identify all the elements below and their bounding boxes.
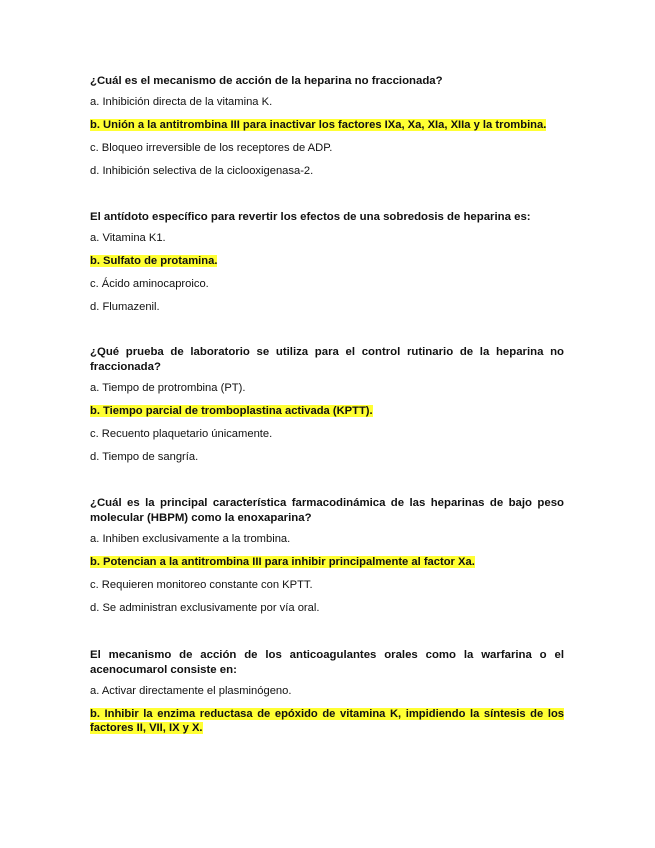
spacer — [90, 188, 564, 210]
highlighted-answer: b. Tiempo parcial de tromboplastina activada (KPTT). — [90, 405, 373, 417]
spacer — [90, 324, 564, 345]
option-b-correct — [90, 404, 564, 418]
question-1 — [90, 74, 564, 178]
option-label: a. Vitamina K1. — [90, 232, 166, 244]
option-c — [90, 277, 564, 291]
option-label: a. Activar directamente el plasminógeno. — [90, 685, 292, 697]
option-label: c. Bloqueo irreversible de los receptores de ADP. — [90, 142, 333, 154]
question-3 — [90, 345, 564, 464]
question-2 — [90, 210, 564, 314]
option-a — [90, 532, 564, 546]
question-5 — [90, 648, 564, 735]
option-label: d. Inhibición selectiva de la ciclooxigenasa-2. — [90, 165, 314, 177]
option-c — [90, 578, 564, 592]
option-a — [90, 95, 564, 109]
option-label: c. Requieren monitoreo constante con KPTT. — [90, 579, 313, 591]
highlighted-answer: b. Unión a la antitrombina III para inactivar los factores IXa, Xa, XIa, XIIa y la trombina. — [90, 119, 547, 131]
highlighted-answer: b. Inhibir la enzima reductasa de epóxido de vitamina K, impidiendo la síntesis de los factores II, VII, IX y X. — [90, 708, 564, 734]
document-page — [90, 74, 564, 745]
option-b-correct — [90, 707, 564, 735]
option-a — [90, 684, 564, 698]
spacer — [90, 625, 564, 648]
option-d — [90, 300, 564, 314]
option-label: d. Se administran exclusivamente por vía oral. — [90, 602, 320, 614]
option-b-correct — [90, 118, 564, 132]
option-label: a. Inhibición directa de la vitamina K. — [90, 96, 273, 108]
option-b-correct — [90, 254, 564, 268]
option-a — [90, 231, 564, 245]
option-label: d. Flumazenil. — [90, 301, 160, 313]
option-c — [90, 427, 564, 441]
option-label: a. Inhiben exclusivamente a la trombina. — [90, 533, 291, 545]
option-a — [90, 381, 564, 395]
highlighted-answer: b. Sulfato de protamina. — [90, 255, 218, 267]
question-4 — [90, 496, 564, 615]
question-text: ¿Cuál es la principal característica farmacodinámica de las heparinas de bajo peso molecular (HBPM) como la enoxaparina? — [90, 497, 564, 524]
question-text: ¿Cuál es el mecanismo de acción de la heparina no fraccionada? — [90, 75, 443, 87]
option-c — [90, 141, 564, 155]
option-d — [90, 450, 564, 464]
option-d — [90, 601, 564, 615]
option-label: c. Ácido aminocaproico. — [90, 278, 209, 290]
option-d — [90, 164, 564, 178]
option-b-correct — [90, 555, 564, 569]
option-label: d. Tiempo de sangría. — [90, 451, 199, 463]
option-label: a. Tiempo de protrombina (PT). — [90, 382, 246, 394]
question-text: El antídoto específico para revertir los efectos de una sobredosis de heparina es: — [90, 211, 531, 223]
highlighted-answer: b. Potencian a la antitrombina III para inhibir principalmente al factor Xa. — [90, 556, 475, 568]
spacer — [90, 474, 564, 496]
option-label: c. Recuento plaquetario únicamente. — [90, 428, 273, 440]
question-text: ¿Qué prueba de laboratorio se utiliza para el control rutinario de la heparina no fraccionada? — [90, 346, 564, 373]
question-text: El mecanismo de acción de los anticoagulantes orales como la warfarina o el acenocumarol consiste en: — [90, 649, 564, 676]
